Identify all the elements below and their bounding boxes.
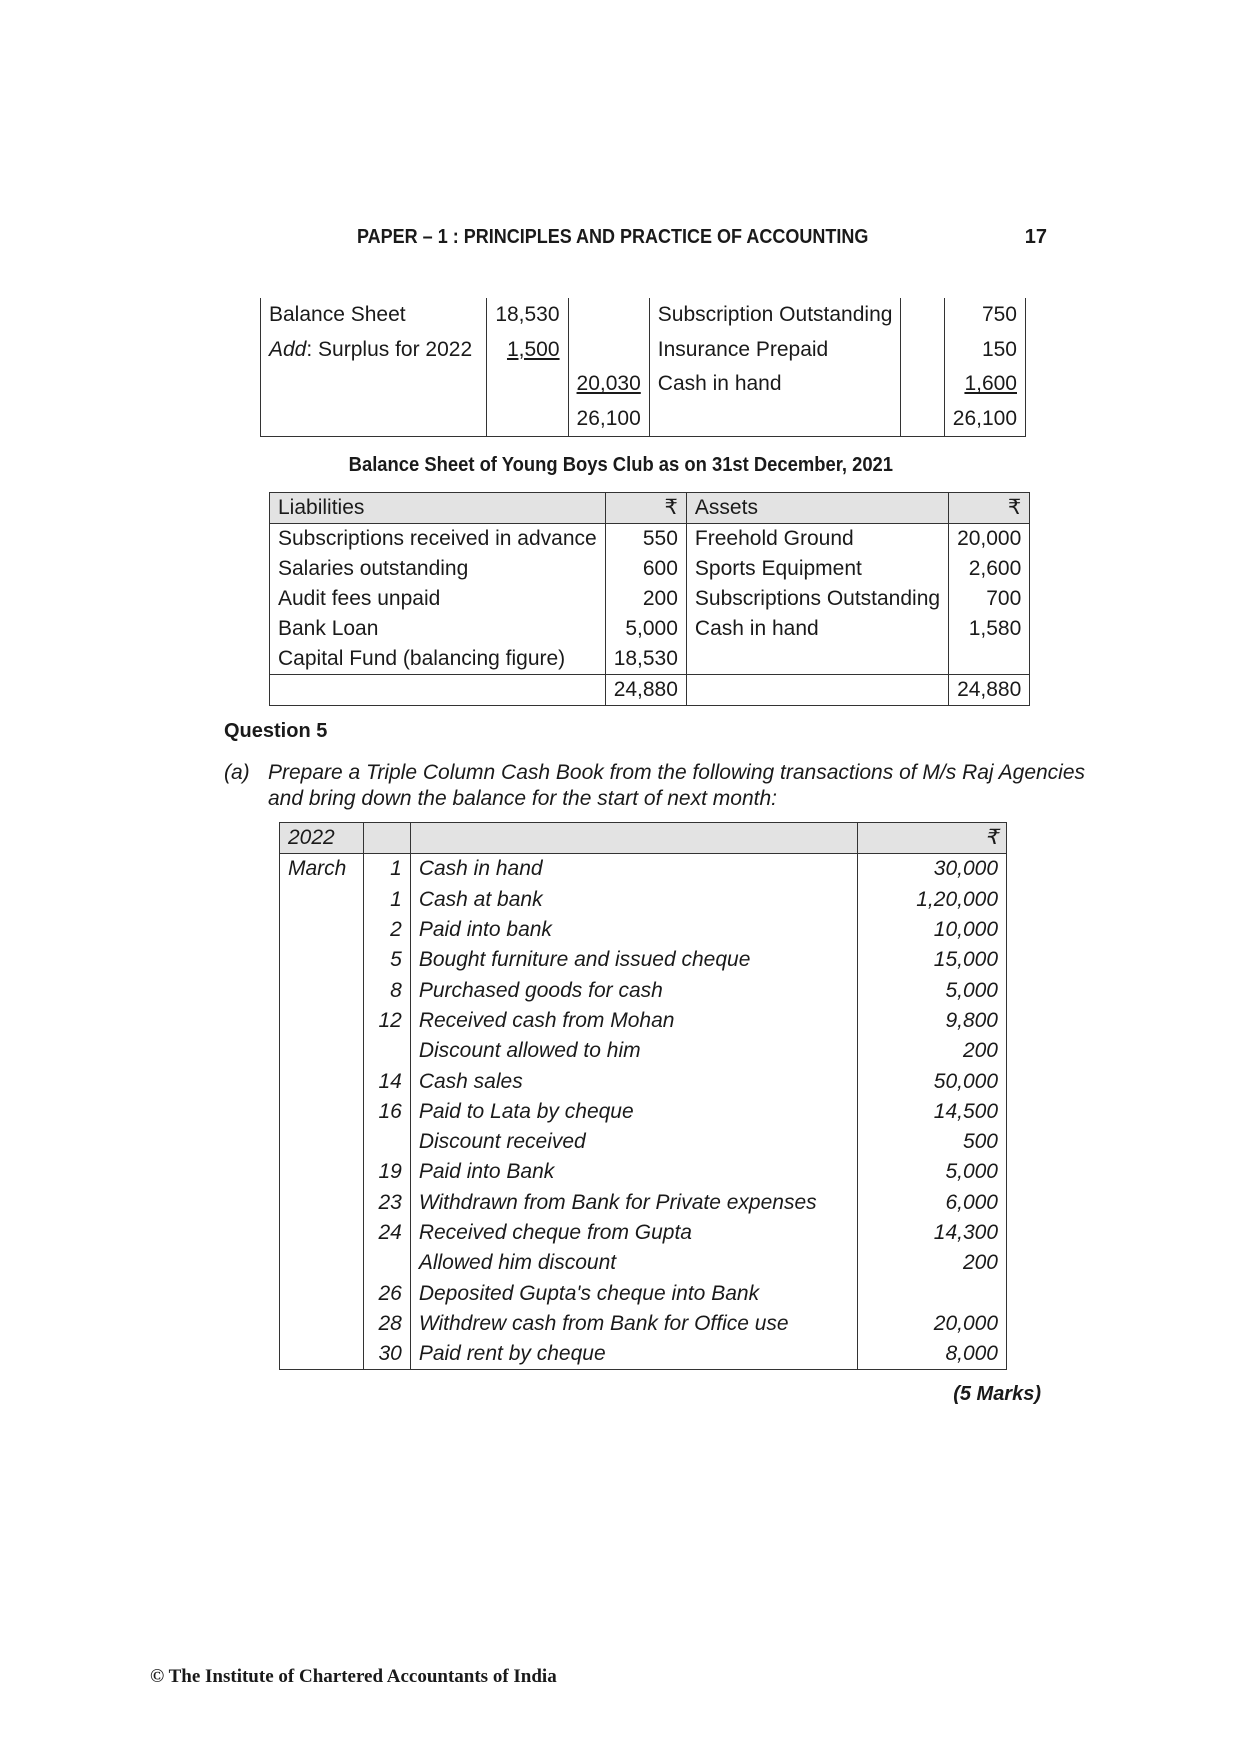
month-cell — [280, 1006, 364, 1036]
month-cell — [280, 1309, 364, 1339]
asset-cell: Insurance Prepaid — [649, 333, 901, 368]
amount-cell: 50,000 — [858, 1066, 1007, 1096]
table-row — [280, 1278, 1007, 1308]
amount-cell: 5,000 — [858, 975, 1007, 1005]
description-cell: Received cheque from Gupta — [410, 1218, 858, 1248]
description-cell: Paid rent by cheque — [410, 1339, 858, 1370]
amount-cell: 15,000 — [858, 945, 1007, 975]
description-cell: Purchased goods for cash — [410, 975, 858, 1005]
month-cell — [280, 1339, 364, 1370]
day-cell: 14 — [363, 1066, 410, 1096]
table-row — [261, 367, 1026, 402]
table-row — [261, 298, 1026, 333]
day-cell: 5 — [363, 945, 410, 975]
amount-cell: 200 — [858, 1248, 1007, 1278]
table-row — [280, 945, 1007, 975]
desc-header — [410, 823, 858, 854]
asset-cell — [649, 402, 901, 437]
day-cell: 1 — [363, 885, 410, 915]
day-cell: 8 — [363, 975, 410, 1005]
month-cell — [280, 975, 364, 1005]
month-cell — [280, 1248, 364, 1278]
amount-cell: 14,300 — [858, 1218, 1007, 1248]
amount-cell: 2,600 — [949, 554, 1030, 584]
table-header-row — [270, 493, 1030, 524]
liability-cell: Salaries outstanding — [270, 554, 606, 584]
amount-cell — [568, 333, 649, 368]
description-cell: Cash at bank — [410, 885, 858, 915]
table-row — [280, 1188, 1007, 1218]
question-title: Question 5 — [224, 720, 328, 742]
transactions-table — [279, 822, 1007, 1370]
total-cell: 26,100 — [944, 402, 1025, 437]
table-row — [270, 554, 1030, 584]
liabilities-header: Liabilities — [270, 493, 606, 524]
amount-cell — [901, 333, 944, 368]
transactions-body — [280, 854, 1007, 1370]
amount-cell — [858, 1278, 1007, 1308]
amount-cell — [949, 644, 1030, 675]
amount-cell: 18,530 — [605, 644, 686, 675]
description-cell: Deposited Gupta's cheque into Bank — [410, 1278, 858, 1308]
amount-cell: 10,000 — [858, 915, 1007, 945]
asset-cell: Cash in hand — [686, 614, 948, 644]
asset-cell: Subscriptions Outstanding — [686, 584, 948, 614]
day-cell: 23 — [363, 1188, 410, 1218]
month-cell — [280, 1097, 364, 1127]
asset-cell: Sports Equipment — [686, 554, 948, 584]
question-label: (a) — [224, 761, 250, 784]
label-cell — [261, 402, 487, 437]
table-row — [270, 584, 1030, 614]
month-cell — [280, 885, 364, 915]
rupee-header: ₹ — [858, 823, 1007, 854]
underlined-amount: 1,500 — [506, 337, 560, 361]
table-row — [280, 1036, 1007, 1066]
liability-cell: Subscriptions received in advance — [270, 524, 606, 555]
balance-sheet-table — [269, 492, 1030, 706]
blank-cell — [270, 675, 606, 706]
asset-cell — [686, 644, 948, 675]
month-cell: March — [280, 854, 364, 885]
add-prefix: Add — [269, 337, 307, 361]
month-cell — [280, 1127, 364, 1157]
day-cell: 24 — [363, 1218, 410, 1248]
description-cell: Cash sales — [410, 1066, 858, 1096]
table-row — [261, 402, 1026, 437]
day-cell: 19 — [363, 1157, 410, 1187]
day-cell — [363, 1127, 410, 1157]
amount-cell — [487, 367, 568, 402]
table-header-row — [280, 823, 1007, 854]
amount-cell: 550 — [605, 524, 686, 555]
liability-cell: Audit fees unpaid — [270, 584, 606, 614]
total-cell: 24,880 — [949, 675, 1030, 706]
day-cell: 16 — [363, 1097, 410, 1127]
marks-label: (5 Marks) — [953, 1383, 1041, 1405]
month-cell — [280, 1218, 364, 1248]
amount-cell: 20,000 — [858, 1309, 1007, 1339]
assets-header: Assets — [686, 493, 948, 524]
amount-cell: 14,500 — [858, 1097, 1007, 1127]
year-header: 2022 — [280, 823, 364, 854]
amount-cell: 20,000 — [949, 524, 1030, 555]
amount-cell — [568, 298, 649, 333]
continuation-table — [260, 298, 1026, 437]
day-header — [363, 823, 410, 854]
blank-cell — [686, 675, 948, 706]
table-row — [261, 333, 1026, 368]
amount-cell: 200 — [858, 1036, 1007, 1066]
day-cell: 26 — [363, 1278, 410, 1308]
month-cell — [280, 1036, 364, 1066]
table-row — [280, 1248, 1007, 1278]
label-cell — [261, 333, 487, 368]
day-cell: 12 — [363, 1006, 410, 1036]
table-row — [270, 614, 1030, 644]
amount-cell — [901, 367, 944, 402]
rupee-header: ₹ — [949, 493, 1030, 524]
label-cell — [261, 367, 487, 402]
amount-cell — [487, 402, 568, 437]
table-row — [270, 644, 1030, 675]
day-cell — [363, 1036, 410, 1066]
amount-cell — [901, 402, 944, 437]
amount-cell: 18,530 — [487, 298, 568, 333]
amount-cell: 200 — [605, 584, 686, 614]
total-cell: 24,880 — [605, 675, 686, 706]
balance-sheet-caption: Balance Sheet of Young Boys Club as on 31st December, 2021 — [348, 454, 893, 476]
amount-cell: 750 — [944, 298, 1025, 333]
month-cell — [280, 945, 364, 975]
page-number: 17 — [1024, 226, 1047, 248]
table-row — [270, 524, 1030, 555]
amount-cell: 700 — [949, 584, 1030, 614]
month-cell — [280, 1066, 364, 1096]
amount-cell: 9,800 — [858, 1006, 1007, 1036]
asset-cell: Freehold Ground — [686, 524, 948, 555]
table-row — [280, 1127, 1007, 1157]
underlined-amount: 1,600 — [964, 372, 1017, 396]
asset-cell: Subscription Outstanding — [649, 298, 901, 333]
question-line: and bring down the balance for the start of next month: — [268, 787, 777, 810]
month-cell — [280, 915, 364, 945]
amount-cell: 150 — [944, 333, 1025, 368]
question-line: Prepare a Triple Column Cash Book from the following transactions of M/s Raj Agencies — [268, 761, 1086, 784]
liability-cell: Capital Fund (balancing figure) — [270, 644, 606, 675]
day-cell: 30 — [363, 1339, 410, 1370]
table-row — [280, 1066, 1007, 1096]
month-cell — [280, 1188, 364, 1218]
table-row — [280, 1157, 1007, 1187]
description-cell: Discount received — [410, 1127, 858, 1157]
amount-cell: 30,000 — [858, 854, 1007, 885]
amount-cell: 5,000 — [605, 614, 686, 644]
table-row — [280, 915, 1007, 945]
day-cell — [363, 1248, 410, 1278]
amount-cell: 6,000 — [858, 1188, 1007, 1218]
month-cell — [280, 1157, 364, 1187]
table-row — [280, 1097, 1007, 1127]
amount-cell: 600 — [605, 554, 686, 584]
description-cell: Cash in hand — [410, 854, 858, 885]
table-row — [280, 1339, 1007, 1370]
description-cell: Withdrew cash from Bank for Office use — [410, 1309, 858, 1339]
amount-cell — [487, 333, 568, 368]
table-row — [280, 885, 1007, 915]
page-header — [0, 226, 1241, 254]
question-body — [268, 760, 1088, 812]
description-cell: Allowed him discount — [410, 1248, 858, 1278]
day-cell: 1 — [363, 854, 410, 885]
amount-cell — [568, 367, 649, 402]
totals-row — [270, 675, 1030, 706]
paper-title: PAPER – 1 : PRINCIPLES AND PRACTICE OF ACCOUNTING — [357, 226, 869, 248]
table-row — [280, 1218, 1007, 1248]
amount-cell: 500 — [858, 1127, 1007, 1157]
description-cell: Withdrawn from Bank for Private expenses — [410, 1188, 858, 1218]
description-cell: Paid to Lata by cheque — [410, 1097, 858, 1127]
amount-cell: 1,20,000 — [858, 885, 1007, 915]
table-row — [280, 975, 1007, 1005]
amount-cell: 5,000 — [858, 1157, 1007, 1187]
liability-cell: Bank Loan — [270, 614, 606, 644]
amount-cell: 8,000 — [858, 1339, 1007, 1370]
underlined-amount: 20,030 — [576, 372, 641, 396]
table-row — [280, 854, 1007, 885]
description-cell: Discount allowed to him — [410, 1036, 858, 1066]
amount-cell — [901, 298, 944, 333]
day-cell: 2 — [363, 915, 410, 945]
day-cell: 28 — [363, 1309, 410, 1339]
description-cell: Bought furniture and issued cheque — [410, 945, 858, 975]
asset-cell: Cash in hand — [649, 367, 901, 402]
month-cell — [280, 1278, 364, 1308]
table-row — [280, 1006, 1007, 1036]
table-row — [280, 1309, 1007, 1339]
description-cell: Paid into bank — [410, 915, 858, 945]
amount-cell — [944, 367, 1025, 402]
label-rest: : Surplus for 2022 — [306, 337, 473, 361]
rupee-header: ₹ — [605, 493, 686, 524]
label-cell: Balance Sheet — [261, 298, 487, 333]
description-cell: Received cash from Mohan — [410, 1006, 858, 1036]
description-cell: Paid into Bank — [410, 1157, 858, 1187]
amount-cell: 1,580 — [949, 614, 1030, 644]
total-cell: 26,100 — [568, 402, 649, 437]
footer-copyright: © The Institute of Chartered Accountants of India — [150, 1666, 557, 1687]
